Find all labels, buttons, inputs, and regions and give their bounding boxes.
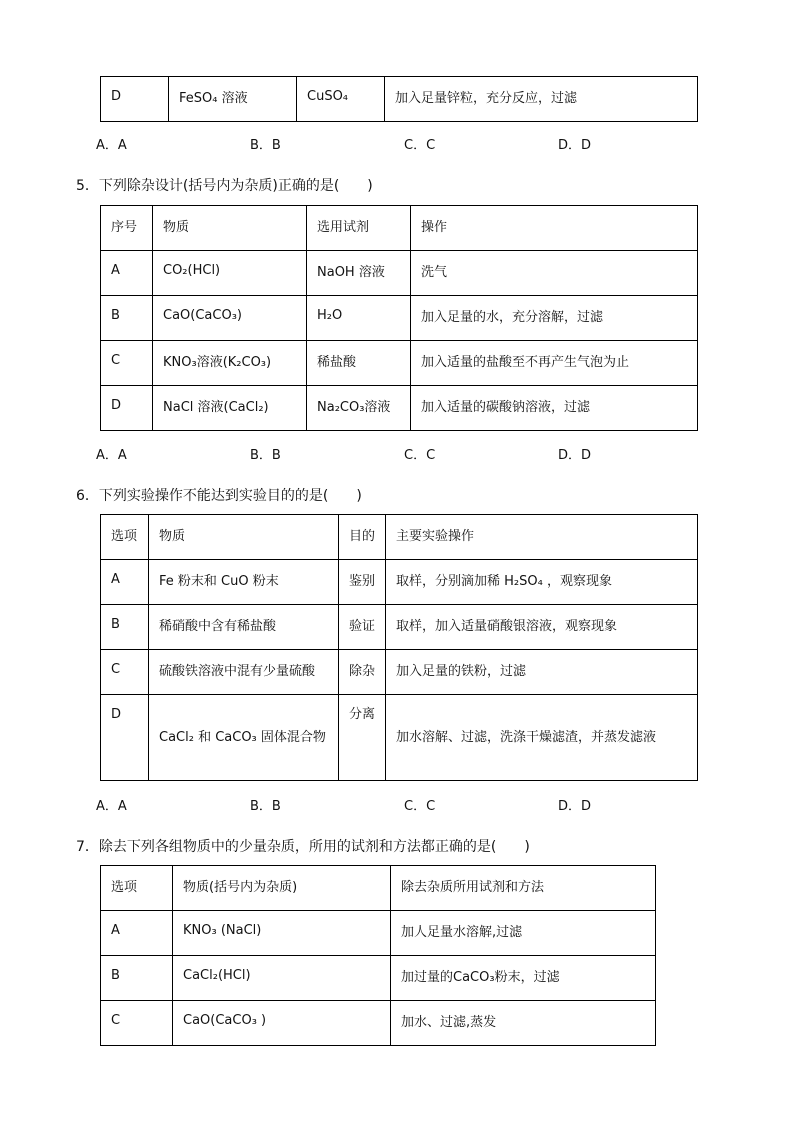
column-header: 物质(括号内为杂质) — [173, 866, 391, 911]
question-7-title: 7．除去下列各组物质中的少量杂质，所用的试剂和方法都正确的是( ) — [76, 839, 530, 855]
column-header: 选项 — [101, 515, 149, 560]
table-cell: NaCl 溶液(CaCl₂) — [153, 386, 307, 431]
table-cell: 加水、过滤,蒸发 — [391, 1001, 656, 1046]
table-row — [101, 650, 698, 695]
table-cell: 验证 — [339, 605, 386, 650]
table-cell: 洗气 — [411, 251, 698, 296]
table-cell: CO₂(HCl) — [153, 251, 307, 296]
table-cell: 加水溶解、过滤，洗涤干燥滤渣，并蒸发滤液 — [386, 695, 698, 781]
column-header: 目的 — [339, 515, 386, 560]
table-cell: 加人足量水溶解,过滤 — [391, 911, 656, 956]
table-cell: 取样，加入适量硝酸银溶液，观察现象 — [386, 605, 698, 650]
option-c[interactable]: C．C — [404, 448, 436, 463]
column-header: 物质 — [149, 515, 339, 560]
table-row — [101, 296, 698, 341]
table-cell: CuSO₄ — [297, 77, 385, 122]
column-header: 选项 — [101, 866, 173, 911]
table-cell: 取样，分别滴加稀 H₂SO₄ ，观察现象 — [386, 560, 698, 605]
table-row — [101, 695, 698, 781]
column-header: 选用试剂 — [307, 206, 411, 251]
table-cell: C — [101, 341, 153, 386]
table-cell: C — [101, 650, 149, 695]
table-cell: 加入适量的盐酸至不再产生气泡为止 — [411, 341, 698, 386]
table-cell: D — [101, 386, 153, 431]
question-5-title: 5．下列除杂设计(括号内为杂质)正确的是( ) — [76, 178, 373, 194]
option-d[interactable]: D．D — [558, 799, 592, 814]
table-cell: KNO₃ (NaCl) — [173, 911, 391, 956]
table-cell: 稀盐酸 — [307, 341, 411, 386]
table-cell: Na₂CO₃溶液 — [307, 386, 411, 431]
table-cell: H₂O — [307, 296, 411, 341]
table-cell: 加入足量锌粒，充分反应，过滤 — [385, 77, 698, 122]
table-cell: 加入足量的水，充分溶解，过滤 — [411, 296, 698, 341]
option-a[interactable]: A．A — [96, 138, 127, 153]
table-row — [101, 1001, 656, 1046]
table-row — [101, 956, 656, 1001]
table-cell: CaCl₂ 和 CaCO₃ 固体混合物 — [149, 695, 339, 781]
table-row — [101, 386, 698, 431]
table-cell: 稀硝酸中含有稀盐酸 — [149, 605, 339, 650]
table-row — [101, 605, 698, 650]
option-c[interactable]: C．C — [404, 799, 436, 814]
table-cell: 鉴别 — [339, 560, 386, 605]
question-6-title: 6．下列实验操作不能达到实验目的的是( ) — [76, 488, 362, 504]
table-cell: NaOH 溶液 — [307, 251, 411, 296]
table-cell: Fe 粉末和 CuO 粉末 — [149, 560, 339, 605]
table-cell: D — [101, 77, 169, 122]
table-cell: A — [101, 251, 153, 296]
table-cell: CaCl₂(HCl) — [173, 956, 391, 1001]
prev-question-table — [100, 76, 698, 122]
table-row — [101, 77, 698, 122]
table-header-row — [101, 515, 698, 560]
table-row — [101, 560, 698, 605]
table-cell: B — [101, 956, 173, 1001]
table-row — [101, 341, 698, 386]
table-row — [101, 911, 656, 956]
table-header-row — [101, 206, 698, 251]
table-cell: 加入适量的碳酸钠溶液，过滤 — [411, 386, 698, 431]
column-header: 序号 — [101, 206, 153, 251]
table-cell: D — [101, 695, 149, 781]
table-cell: 分离 — [339, 695, 386, 781]
table-cell: 硫酸铁溶液中混有少量硫酸 — [149, 650, 339, 695]
table-cell: 加入足量的铁粉，过滤 — [386, 650, 698, 695]
option-d[interactable]: D．D — [558, 138, 592, 153]
option-c[interactable]: C．C — [404, 138, 436, 153]
option-b[interactable]: B．B — [250, 448, 281, 463]
option-a[interactable]: A．A — [96, 448, 127, 463]
option-a[interactable]: A．A — [96, 799, 127, 814]
table-cell: A — [101, 911, 173, 956]
question-5-table — [100, 205, 698, 431]
option-b[interactable]: B．B — [250, 138, 281, 153]
table-cell: 除杂 — [339, 650, 386, 695]
question-6-table — [100, 514, 698, 781]
option-d[interactable]: D．D — [558, 448, 592, 463]
option-b[interactable]: B．B — [250, 799, 281, 814]
column-header: 操作 — [411, 206, 698, 251]
column-header: 除去杂质所用试剂和方法 — [391, 866, 656, 911]
table-header-row — [101, 866, 656, 911]
table-cell: KNO₃溶液(K₂CO₃) — [153, 341, 307, 386]
column-header: 主要实验操作 — [386, 515, 698, 560]
table-cell: CaO(CaCO₃) — [153, 296, 307, 341]
table-cell: 加过量的CaCO₃粉末，过滤 — [391, 956, 656, 1001]
table-cell: B — [101, 605, 149, 650]
table-row — [101, 251, 698, 296]
table-cell: A — [101, 560, 149, 605]
question-7-table — [100, 865, 656, 1046]
table-cell: FeSO₄ 溶液 — [169, 77, 297, 122]
column-header: 物质 — [153, 206, 307, 251]
table-cell: C — [101, 1001, 173, 1046]
table-cell: CaO(CaCO₃ ) — [173, 1001, 391, 1046]
table-cell: B — [101, 296, 153, 341]
